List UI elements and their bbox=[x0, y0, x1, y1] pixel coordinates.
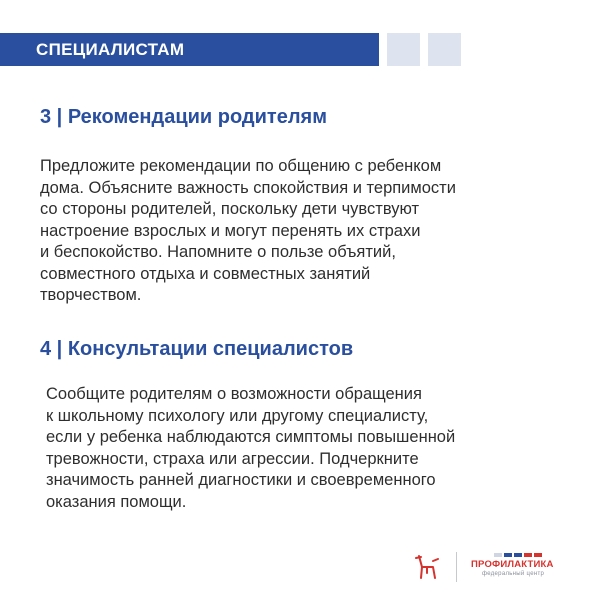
chair-figure-icon bbox=[413, 552, 441, 580]
body-line: и беспокойство. Напомните о пользе объятий, bbox=[40, 243, 396, 261]
body-line: дома. Объясните важность спокойствия и терпимости bbox=[40, 178, 456, 197]
flag-stripe bbox=[504, 553, 512, 557]
body-line: настроение взрослых и могут перенять их страхи bbox=[40, 221, 421, 240]
page-title: СПЕЦИАЛИСТАМ bbox=[36, 40, 185, 59]
section-body bbox=[46, 384, 560, 513]
flag-stripe bbox=[524, 553, 532, 557]
logo-divider bbox=[456, 552, 457, 582]
section-title: 4 | Консультации специалистов bbox=[40, 338, 354, 360]
header-square-light bbox=[387, 33, 420, 66]
body-line: Предложите рекомендации по общению с ребенком bbox=[40, 157, 442, 175]
body-line: оказания помощи. bbox=[46, 492, 187, 511]
flag-stripe bbox=[534, 553, 542, 557]
body-line: творчеством. bbox=[40, 286, 142, 304]
section-title: 3 | Рекомендации родителям bbox=[40, 106, 328, 128]
flag-stripe bbox=[494, 553, 502, 557]
flag-stripe bbox=[514, 553, 522, 557]
body-line: Сообщите родителям о возможности обращения bbox=[46, 385, 422, 403]
logo-subtitle: федеральный центр bbox=[482, 571, 545, 577]
body-line: со стороны родителей, поскольку дети чувствуют bbox=[40, 200, 420, 218]
body-line: тревожности, страха или агрессии. Подчеркните bbox=[46, 449, 419, 468]
logo-flag-stripes bbox=[494, 553, 542, 557]
body-line: если у ребенка наблюдаются симптомы повышенной bbox=[46, 428, 456, 446]
body-line: к школьному психологу или другому специалисту, bbox=[46, 406, 429, 425]
logo-name: ПРОФИЛАКТИКА bbox=[471, 559, 554, 570]
section-body bbox=[40, 156, 560, 307]
body-line: значимость ранней диагностики и своевременного bbox=[46, 471, 436, 489]
header-square-light bbox=[428, 33, 461, 66]
header-square-blue bbox=[346, 33, 379, 66]
body-line: совместного отдыха и совместных занятий bbox=[40, 264, 371, 283]
